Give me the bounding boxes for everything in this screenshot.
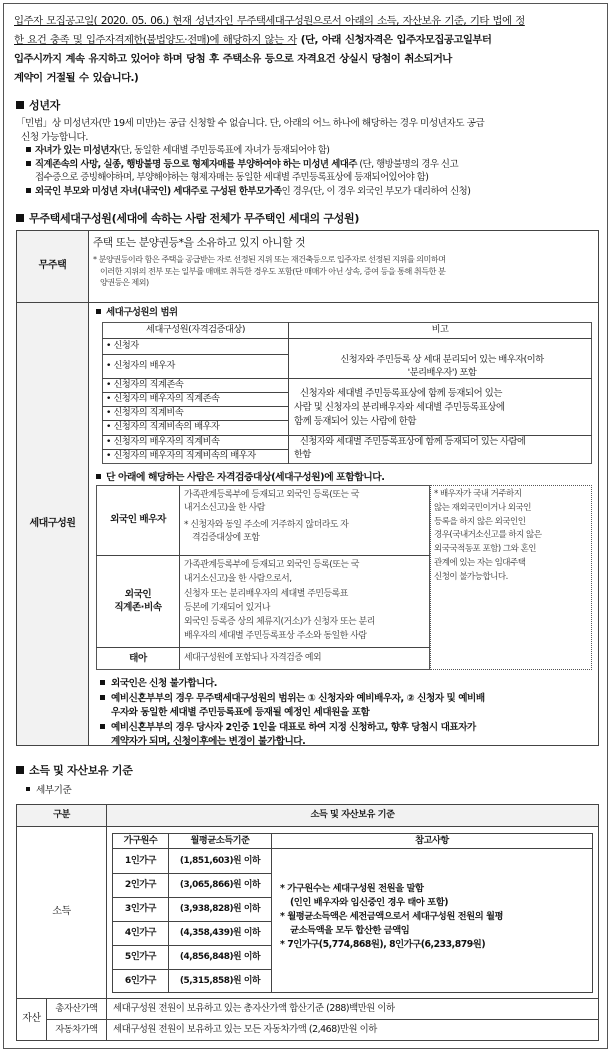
- foreign-spouse-label: 외국인 배우자: [110, 514, 166, 526]
- footnote-text: 외국인은 신청 불가합니다.: [111, 678, 217, 689]
- square-bullet-icon: [16, 766, 24, 774]
- income-subheading: [26, 785, 226, 798]
- income-label: 소득: [52, 906, 71, 918]
- inclusion-title: [96, 472, 586, 485]
- reference-line: * 월평균소득액은 세전금액으로서 세대구성원 전원의 월평: [280, 911, 504, 922]
- fetus-label: 태아: [129, 652, 147, 664]
- reference-line: (인인 배우자와 임신중인 경우 태아 포함): [290, 897, 449, 908]
- intro-line-3: 입주시까지 계속 유지하고 있어야 하며 당첨 후 주택소유 등으로 자격요건 상실시 당첨이 취소되거나: [14, 53, 452, 65]
- income-row-members: 4인가구: [124, 927, 157, 939]
- note-line: 등록을 하지 않은 외국인인: [434, 516, 526, 527]
- col-header-member: 세대구성원(자격검증대상): [146, 324, 245, 336]
- intro-line-1: 입주자 모집공고일( 2020. 05. 06.) 현재 성년자인 무주택세대구성원으로서 아래의 소득, 자산보유 기준, 기타 법에 정: [14, 15, 525, 27]
- text-line: 배우자의 세대별 주민등록표상 주소와 동일한 사람: [184, 631, 367, 642]
- bullet-text-line-2: 접수증으로 증빙해야하며, 부양해야하는 형제자매는 동일한 세대별 주민등록표상에 등재되어있어야 함): [35, 172, 429, 184]
- intro-line-2-a: 한 요건 충족 및 입주자격제한(불법양도·전매)에 해당하지 않는 자: [14, 34, 297, 46]
- minor-bullet-2: [26, 158, 598, 184]
- bullet-icon: [100, 695, 105, 700]
- square-bullet-icon: [16, 101, 24, 109]
- bullet-icon: [96, 474, 101, 479]
- scope-note-spouse-descendant: [294, 436, 590, 461]
- income-row-members: 5인가구: [124, 951, 157, 963]
- income-row-members: 1인가구: [124, 855, 157, 867]
- no-house-note: [93, 254, 596, 289]
- bullet-icon: [26, 787, 30, 791]
- scope-row-descendant: • 신청자의 직계비속: [106, 407, 184, 418]
- scope-note-lineal: [294, 387, 590, 429]
- total-asset-text: 세대구성원 전원이 보유하고 있는 총자산가액 합산기준 (288)백만원 이하: [113, 1003, 395, 1014]
- footnote-text: 예비신혼부부의 경우 무주택세대구성원의 범위는 ① 신청자와 예비배우자, ② 신청자 및 예비배: [111, 692, 485, 704]
- scope-title: [96, 307, 496, 320]
- scope-note-spouse: [296, 354, 588, 379]
- note-line: 신청자와 주민등록 상 세대 분리되어 있는 배우자(이하: [340, 354, 544, 365]
- bullet-icon: [96, 309, 101, 314]
- income-row-members: 6인가구: [124, 975, 157, 987]
- reference-line: * 가구원수는 세대구성원 전원을 말함: [280, 883, 424, 894]
- bullet-icon: [26, 147, 31, 152]
- foreign-lineal-text: [184, 558, 427, 644]
- household-footnotes: [100, 677, 592, 750]
- col-header-note: 비고: [431, 324, 449, 336]
- bullet-text: (단, 행방불명의 경우 신고: [356, 159, 459, 170]
- no-house-label: 무주택: [17, 231, 88, 302]
- minor-paragraph: [16, 117, 600, 144]
- bullet-icon: [100, 724, 105, 729]
- reference-line: 균소득액을 모두 합산한 금액임: [290, 925, 410, 936]
- label-line: 직계존·비속: [114, 601, 162, 613]
- scope-row-ascendant: • 신청자의 직계존속: [106, 379, 184, 390]
- minor-bullet-1: [26, 144, 598, 157]
- text-line: 내거소신고)을 한 사람: [184, 502, 265, 513]
- table-divider: [16, 302, 599, 303]
- scope-row-spouse-ascendant: • 신청자의 배우자의 직계존속: [106, 393, 220, 404]
- total-asset-label: 총자산가액: [55, 1002, 98, 1014]
- income-inner-divider: [112, 848, 593, 849]
- footnote-text: 예비신혼부부의 경우 당사자 2인중 1인을 대표로 하여 지정 신청하고, 향후 당첨시 대표자가: [111, 721, 476, 733]
- note-line: 관계에 있는 자는 임대주택: [434, 557, 526, 568]
- side-note: [434, 488, 590, 585]
- footnote-3-line-2: 계약자가 되며, 신청이후에는 변경이 불가합니다.: [111, 736, 306, 747]
- note-line: 한함: [294, 448, 311, 460]
- income-divider: [106, 804, 107, 998]
- scope-row-spouse-descendant-spouse: • 신청자의 배우자의 직계비속의 배우자: [106, 450, 256, 461]
- scope-divider: [288, 322, 289, 464]
- note-line: 신청자와 세대별 주민등록표상에 함께 등재되어 있는: [300, 388, 502, 399]
- income-row-threshold: (5,315,858)원 이하: [179, 976, 261, 987]
- col-header-monthly-income: 월평균소득기준: [190, 834, 250, 846]
- scope-divider: [102, 354, 288, 355]
- note-line: 사람 및 신청자의 분리배우자와 세대별 주민등록표상에: [294, 402, 505, 413]
- note-line: 않는 재외국민이거나 외국인: [434, 502, 531, 513]
- intro-paragraph: [14, 12, 600, 88]
- text-line: 가족관계등록부에 등재되고 외국인 등록(또는 국: [184, 560, 359, 570]
- no-house-note-line: 이러한 지위의 전부 또는 일부를 매매로 취득한 경우도 포함(단 매매가 아닌 상속, 증여 등을 통해 취득한 분: [100, 265, 446, 276]
- no-house-main: 주택 또는 분양권등*을 소유하고 있지 아니할 것: [93, 237, 306, 249]
- section-title: 무주택세대구성원(세대에 속하는 사람 전체가 무주택인 세대의 구성원): [29, 212, 360, 225]
- section-title: 성년자: [29, 99, 60, 112]
- income-header-standard: 소득 및 자산보유 기준: [107, 805, 598, 826]
- scope-row-applicant: • 신청자: [106, 340, 139, 351]
- bullet-text: (단, 동일한 세대별 주민등록표에 자녀가 등재되어야 함): [117, 145, 330, 156]
- member-label: 세대구성원: [17, 303, 88, 745]
- note-line: 신청이 불가능합니다.: [434, 571, 508, 582]
- text-line: 격검증대상에 포함: [192, 532, 260, 543]
- bullet-icon: [26, 188, 31, 193]
- income-divider: [106, 998, 107, 1041]
- footnote-2: [100, 692, 592, 707]
- footnote-1: [100, 677, 592, 692]
- square-bullet-icon: [16, 214, 24, 222]
- text-line: 등본에 기재되어 있거나: [184, 602, 270, 613]
- text-line: 신청자 또는 분리배우자의 세대별 주민등록표: [184, 588, 348, 599]
- col-header-reference: 참고사항: [415, 834, 449, 846]
- minor-para-line-1: 「민법」상 미성년자(만 19세 미만)는 공급 신청할 수 없습니다. 단, 아래의 어느 하나에 해당하는 경우 미성년자도 공급: [16, 118, 485, 129]
- note-line: 함께 등재되어 있는 사람에 한함: [294, 416, 417, 427]
- footnote-2-line-2: 우자와 동일한 세대별 주민등록표에 등재될 예정인 세대원을 포함: [111, 707, 370, 718]
- income-row-threshold: (3,065,866)원 이하: [179, 880, 261, 891]
- col-header-members: 가구원수: [123, 834, 158, 846]
- text-line: 외국인 등록증 상의 체류지(거소)가 신청자 또는 분리: [184, 617, 375, 628]
- fetus-text: 세대구성원에 포함되나 자격검증 예외: [184, 653, 322, 663]
- section-heading-minor: [16, 97, 60, 113]
- text-line: * 신청자와 동일 주소에 거주하지 않더라도 자: [184, 520, 349, 530]
- car-asset-text: 세대구성원 전원이 보유하고 있는 모든 자동차가액 (2,468)만원 이하: [113, 1024, 377, 1035]
- income-row-threshold: (4,358,439)원 이하: [179, 928, 261, 939]
- bullet-bold: 직계존속의 사망, 실종, 행방불명 등으로 형제자매를 부양하여야 하는 미성년 세대주: [35, 159, 357, 170]
- section-heading-income: [16, 762, 133, 778]
- bullet-icon: [26, 161, 31, 166]
- inclusion-divider: [179, 485, 180, 670]
- no-house-note-line: * 분양권등이라 함은 주택을 공급받는 자로 선정된 지위 또는 재건축등으로 입주자로 선정된 지위를 의미하며: [93, 254, 446, 264]
- scope-title-text: 세대구성원의 범위: [106, 307, 178, 318]
- income-row-members: 2인가구: [124, 879, 157, 891]
- income-row-threshold: (3,938,828)원 이하: [179, 904, 261, 915]
- footnote-3: [100, 721, 592, 736]
- scope-divider: [102, 338, 592, 339]
- inclusion-title-text: 단 아래에 해당하는 사람은 자격검증대상(세대구성원)에 포함합니다.: [106, 472, 385, 483]
- income-reference: [280, 882, 592, 952]
- section-title: 소득 및 자산보유 기준: [29, 764, 133, 777]
- intro-line-2-b: (단, 아래 신청자격은 입주자모집공고일부터: [296, 34, 492, 46]
- note-line: 신청자와 세대별 주민등록표상에 함께 등재되어 있는 사람에: [300, 436, 526, 447]
- bullet-bold: 자녀가 있는 미성년자: [35, 145, 118, 156]
- table-divider: [88, 230, 89, 746]
- text-line: 가족관계등록부에 등재되고 외국인 등록(또는 국: [184, 490, 359, 500]
- label-line: 외국인: [124, 589, 152, 600]
- income-row-threshold: (1,851,603)원 이하: [179, 856, 261, 867]
- bullet-text: 인 경우(단, 이 경우 외국인 부모가 대리하여 신청): [281, 186, 471, 197]
- income-subheading-text: 세부기준: [36, 785, 72, 796]
- no-house-note-line: 양권등은 제외): [100, 277, 149, 288]
- car-asset-label: 자동차가액: [55, 1023, 98, 1035]
- note-line: 경우(국내거소신고를 하지 않은: [434, 530, 542, 541]
- minor-bullet-3: [26, 185, 598, 198]
- reference-line: * 7인가구(5,774,868원), 8인가구(6,233,879원): [280, 939, 486, 950]
- income-row-members: 3인가구: [124, 903, 157, 915]
- asset-label: 자산: [22, 1013, 41, 1025]
- note-line: * 배우자가 국내 거주하지: [434, 489, 522, 499]
- minor-para-line-2: 신청 가능합니다.: [21, 131, 88, 143]
- intro-line-2: [14, 31, 600, 50]
- note-line: 외국국적동포 포함) 그와 혼인: [434, 544, 536, 555]
- income-divider: [46, 1019, 599, 1020]
- scope-row-spouse: • 신청자의 배우자: [106, 360, 175, 371]
- scope-row-descendant-spouse: • 신청자의 직계비속의 배우자: [106, 421, 220, 432]
- note-line: '분리배우자') 포함: [407, 366, 477, 378]
- text-line: 내거소신고)을 한 사람으로서,: [184, 574, 292, 585]
- bullet-icon: [100, 680, 105, 685]
- bullet-bold: 외국인 부모와 미성년 자녀(내국인) 세대주로 구성된 한부모가족: [35, 186, 282, 197]
- section-heading-household: [16, 210, 359, 226]
- intro-line-4: 계약이 거절될 수 있습니다.): [14, 72, 139, 84]
- foreign-spouse-text: [184, 489, 427, 544]
- foreign-lineal-label: [97, 556, 179, 647]
- scope-row-spouse-descendant: • 신청자의 배우자의 직계비속: [106, 436, 220, 447]
- income-header-category: 구분: [17, 805, 106, 826]
- income-row-threshold: (4,856,848)원 이하: [179, 952, 261, 963]
